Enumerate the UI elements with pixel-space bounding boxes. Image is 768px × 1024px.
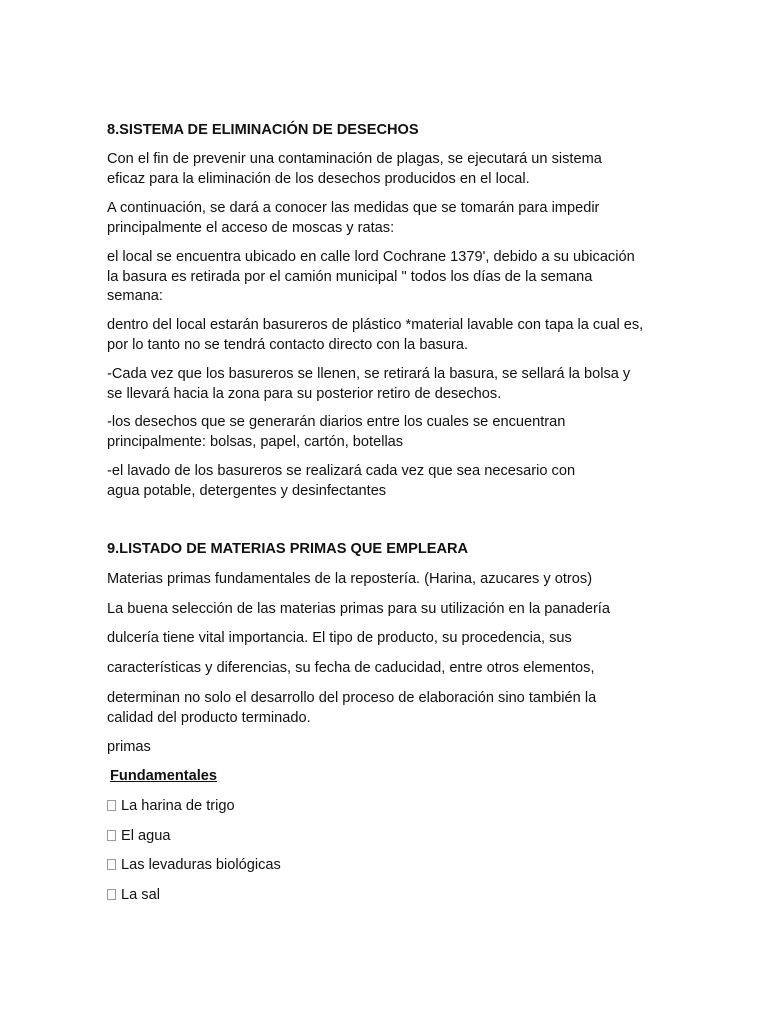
paragraph-line: características y diferencias, su fecha de caducidad, entre otros elementos, xyxy=(107,660,595,676)
paragraph xyxy=(107,248,687,307)
paragraph xyxy=(107,462,687,501)
paragraph-line: semana: xyxy=(107,288,163,304)
list-item xyxy=(107,827,687,847)
paragraph-line: por lo tanto no se tendrá contacto directo con la basura. xyxy=(107,336,469,353)
paragraph-line: -los desechos que se generarán diarios entre los cuales se encuentran xyxy=(107,414,566,430)
paragraph xyxy=(107,738,687,758)
paragraph xyxy=(107,600,687,620)
paragraph-line: dentro del local estarán basureros de plástico *material lavable con tapa la cual es, xyxy=(107,317,644,333)
paragraph xyxy=(107,629,687,649)
bullet-icon xyxy=(107,889,116,900)
list-item-text: La harina de trigo xyxy=(121,798,235,814)
paragraph-line: agua potable, detergentes y desinfectantes xyxy=(107,482,387,499)
paragraph-line: -el lavado de los basureros se realizará cada vez que sea necesario con xyxy=(107,463,576,479)
subheading-text: Fundamentales xyxy=(110,768,218,784)
paragraph-line: eficaz para la eliminación de los desechos producidos en el local. xyxy=(107,170,530,187)
list-item-text: La sal xyxy=(121,887,160,903)
paragraph-line: se llevará hacia la zona para su posterior retiro de desechos. xyxy=(107,385,502,402)
paragraph-line: determinan no solo el desarrollo del proceso de elaboración sino también la xyxy=(107,690,597,706)
list-item-text: Las levaduras biológicas xyxy=(121,857,281,873)
paragraph xyxy=(107,316,687,355)
paragraph xyxy=(107,150,687,189)
paragraph-line: principalmente: bolsas, papel, cartón, botellas xyxy=(107,433,404,450)
paragraph-line: la basura es retirada por el camión municipal " todos los días de la semana xyxy=(107,268,593,285)
list-item-text: El agua xyxy=(121,828,171,844)
section-9-heading: 9.LISTADO DE MATERIAS PRIMAS QUE EMPLEARA xyxy=(107,541,469,557)
list-item xyxy=(107,856,687,876)
bullet-icon xyxy=(107,859,116,870)
paragraph xyxy=(107,689,687,728)
paragraph xyxy=(107,365,687,404)
section-8-heading: 8.SISTEMA DE ELIMINACIÓN DE DESECHOS xyxy=(107,122,419,138)
subheading-fundamentales xyxy=(110,767,690,787)
paragraph-line: primas xyxy=(107,739,151,755)
list-item xyxy=(107,797,687,817)
bullet-icon xyxy=(107,800,116,811)
paragraph xyxy=(107,413,687,452)
paragraph-line: dulcería tiene vital importancia. El tipo de producto, su procedencia, sus xyxy=(107,630,572,646)
paragraph-line: A continuación, se dará a conocer las medidas que se tomarán para impedir xyxy=(107,200,600,216)
paragraph xyxy=(107,659,687,679)
paragraph-line: La buena selección de las materias primas para su utilización en la panadería xyxy=(107,601,610,617)
paragraph-line: calidad del producto terminado. xyxy=(107,709,311,726)
paragraph-line: el local se encuentra ubicado en calle lord Cochrane 1379', debido a su ubicación xyxy=(107,249,635,265)
paragraph xyxy=(107,199,687,238)
paragraph-line: Con el fin de prevenir una contaminación de plagas, se ejecutará un sistema xyxy=(107,151,602,167)
paragraph-line: principalmente el acceso de moscas y ratas: xyxy=(107,219,395,236)
bullet-icon xyxy=(107,830,116,841)
list-item xyxy=(107,886,687,906)
paragraph-line: Materias primas fundamentales de la repostería. (Harina, azucares y otros) xyxy=(107,571,593,587)
paragraph xyxy=(107,570,687,590)
paragraph-line: -Cada vez que los basureros se llenen, se retirará la basura, se sellará la bolsa y xyxy=(107,366,631,382)
